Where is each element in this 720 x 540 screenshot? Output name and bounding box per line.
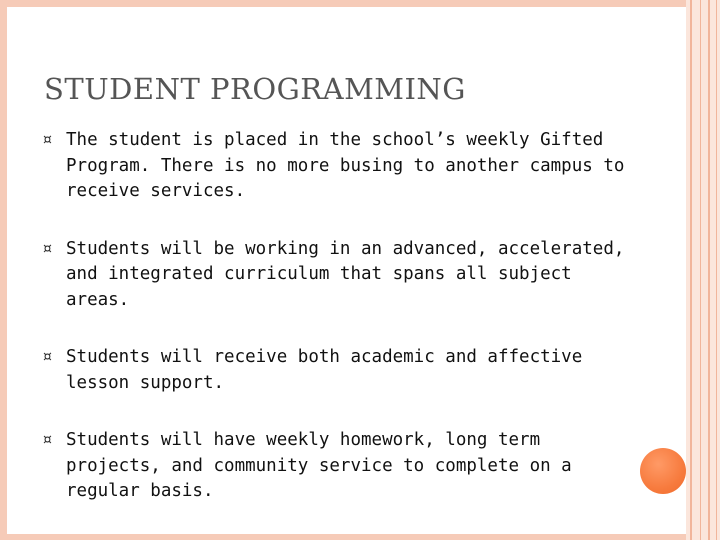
bullet-text: Students will have weekly homework, long term projects, and community service to complete on a regular basis. [66,430,572,501]
bullet-text: Students will be working in an advanced, accelerated, and integrated curriculum that spans all subject areas. [66,238,625,310]
right-decorative-line [700,0,701,540]
right-decorative-line [690,0,692,540]
dingbat-bullet-icon: ¤ [43,132,52,148]
bullet-text: Students will receive both academic and affective lesson support. [66,347,583,393]
dingbat-bullet-icon: ¤ [43,349,52,365]
bullet-item [44,237,634,314]
bullet-text: The student is placed in the school’s weekly Gifted Program. There is no more busing to another campus to receive services. [66,130,625,201]
bullet-item [44,428,634,505]
orange-circle-decoration [640,448,686,494]
slide-title: STUDENT PROGRAMMING [44,72,466,106]
dingbat-bullet-icon: ¤ [43,432,52,448]
frame-bottom-border [0,534,720,540]
bullet-item [44,128,634,205]
right-decorative-line [716,0,717,540]
frame-top-border [0,0,720,7]
dingbat-bullet-icon: ¤ [43,240,52,257]
frame-left-border [0,0,7,540]
bullet-list [44,128,634,505]
right-decorative-line [708,0,710,540]
bullet-item [44,345,634,396]
